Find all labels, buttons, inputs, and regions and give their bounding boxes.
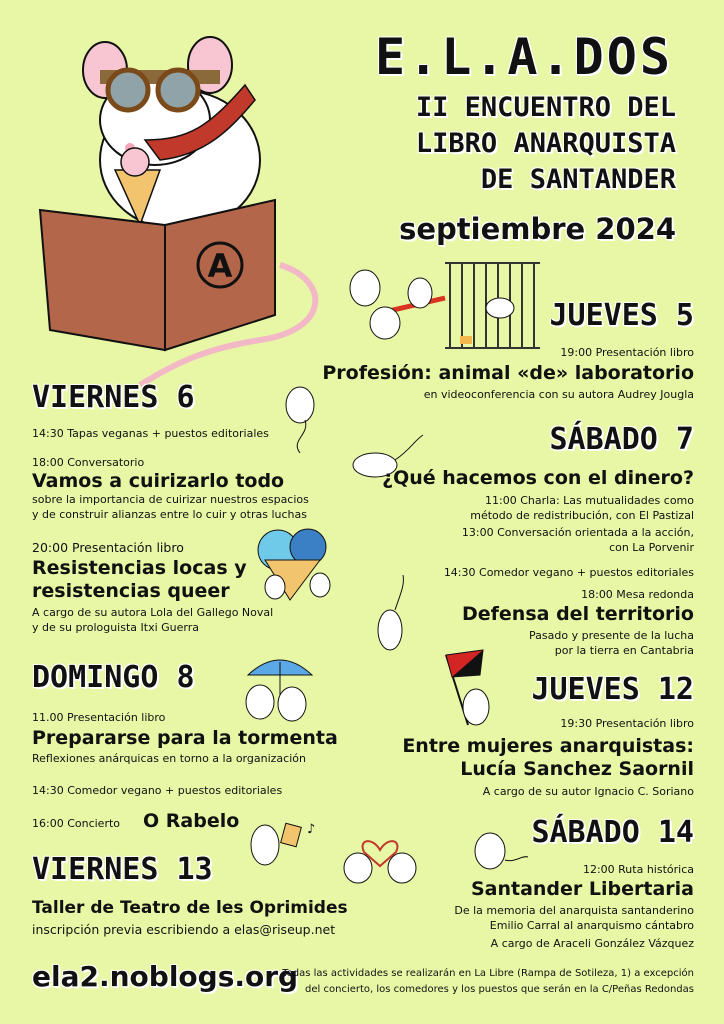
rat-reading-illustration [30,30,340,390]
event-title: ¿Qué hacemos con el dinero? [382,467,694,489]
umbrella-rats-illustration [220,650,330,725]
event-time: 20:00 Presentación libro [32,540,184,555]
heart-rats-illustration [330,828,430,890]
event-title: Entre mujeres anarquistas: [402,735,694,757]
day-viernes-13: VIERNES 13 [32,852,213,887]
subtitle-line: LIBRO ANARQUISTA [415,128,676,159]
event-desc: en videoconferencia con su autora Audrey Jougla [423,388,694,401]
day-jueves-5: JUEVES 5 [549,298,694,333]
footer-note [282,966,694,998]
event-date: septiembre 2024 [399,212,676,246]
subtitle-line: II ENCUENTRO DEL [415,92,676,123]
flag-rat-illustration [438,645,518,730]
event-desc: sobre la importancia de cuirizar nuestros espacios [32,493,309,506]
svg-text:♪: ♪ [307,822,316,837]
event-desc: A cargo de Araceli González Vázquez [490,937,694,950]
day-sabado-14: SÁBADO 14 [531,815,694,850]
rat-doodle [365,575,425,660]
event-time: 12:00 Ruta histórica [582,863,694,876]
event-desc: 11:00 Charla: Las mutualidades como [485,494,694,507]
event-time: 18:00 Mesa redonda [581,588,694,601]
event-desc: 13:00 Conversación orientada a la acción, [461,526,694,539]
event-time: 11.00 Presentación libro [32,711,166,724]
lab-rats-illustration [340,258,550,358]
event-desc: método de redistribución, con El Pastizal [470,509,694,522]
rat-doodle [460,825,530,875]
event-desc: inscripción previa escribiendo a elas@riseup.net [32,922,336,937]
event-desc: Emilio Carral al anarquismo cántabro [489,919,694,932]
event-time: 19:00 Presentación libro [560,346,694,359]
event-title: E.L.A.DOS [375,28,673,86]
event-desc: A cargo de su autora Lola del Gallego Noval [32,606,274,619]
day-jueves-12: JUEVES 12 [531,672,694,707]
event-title: Resistencias locas y [32,557,247,579]
website-link[interactable]: ela2.noblogs.org [32,960,299,993]
event-time: 16:00 Concierto [32,817,121,830]
event-title: Vamos a cuirizarlo todo [32,470,285,492]
event-time: 19:30 Presentación libro [560,717,694,730]
event-title: Profesión: animal «de» laboratorio [322,362,694,384]
rat-doodle [270,375,330,455]
event-desc: A cargo de su autor Ignacio C. Soriano [482,785,694,798]
event-title: Prepararse para la tormenta [32,727,338,749]
event-title: O Rabelo [143,810,240,832]
day-domingo-8: DOMINGO 8 [32,660,195,695]
event-desc: con La Porvenir [609,541,694,554]
event-desc: y de construir alianzas entre lo cuir y otras luchas [32,508,307,521]
event-time: 14:30 Comedor vegano + puestos editoriales [443,566,694,579]
concert-rat-illustration [225,815,325,870]
event-desc: De la memoria del anarquista santanderino [454,904,694,917]
ice-cream-illustration [250,525,350,605]
event-desc: y de su prologuista Itxi Guerra [32,621,199,634]
day-viernes-6: VIERNES 6 [32,380,195,415]
anarchy-symbol: A [207,247,233,285]
event-title: Santander Libertaria [470,878,694,900]
event-desc: por la tierra en Cantabria [554,644,694,657]
footer-line: del concierto, los comedores y los puestos que serán en la C/Peñas Redondas [305,984,694,995]
event-subtitle [416,90,676,198]
event-desc: Pasado y presente de la lucha [529,629,694,642]
event-title: resistencias queer [32,580,230,602]
event-time: 18:00 Conversatorio [32,456,145,469]
event-title: Lucía Sanchez Saornil [460,758,694,780]
event-time: 14:30 Tapas veganas + puestos editoriales [32,427,269,440]
day-sabado-7: SÁBADO 7 [549,422,694,457]
event-desc: Reflexiones anárquicas en torno a la organización [32,752,306,765]
event-title: Defensa del territorio [462,603,694,625]
footer-line: Todas las actividades se realizarán en La Libre (Rampa de Sotileza, 1) a excepción [282,968,694,979]
subtitle-line: DE SANTANDER [480,164,676,195]
event-title: Taller de Teatro de les Oprimides [32,898,348,918]
event-time: 14:30 Comedor vegano + puestos editoriales [32,784,283,797]
